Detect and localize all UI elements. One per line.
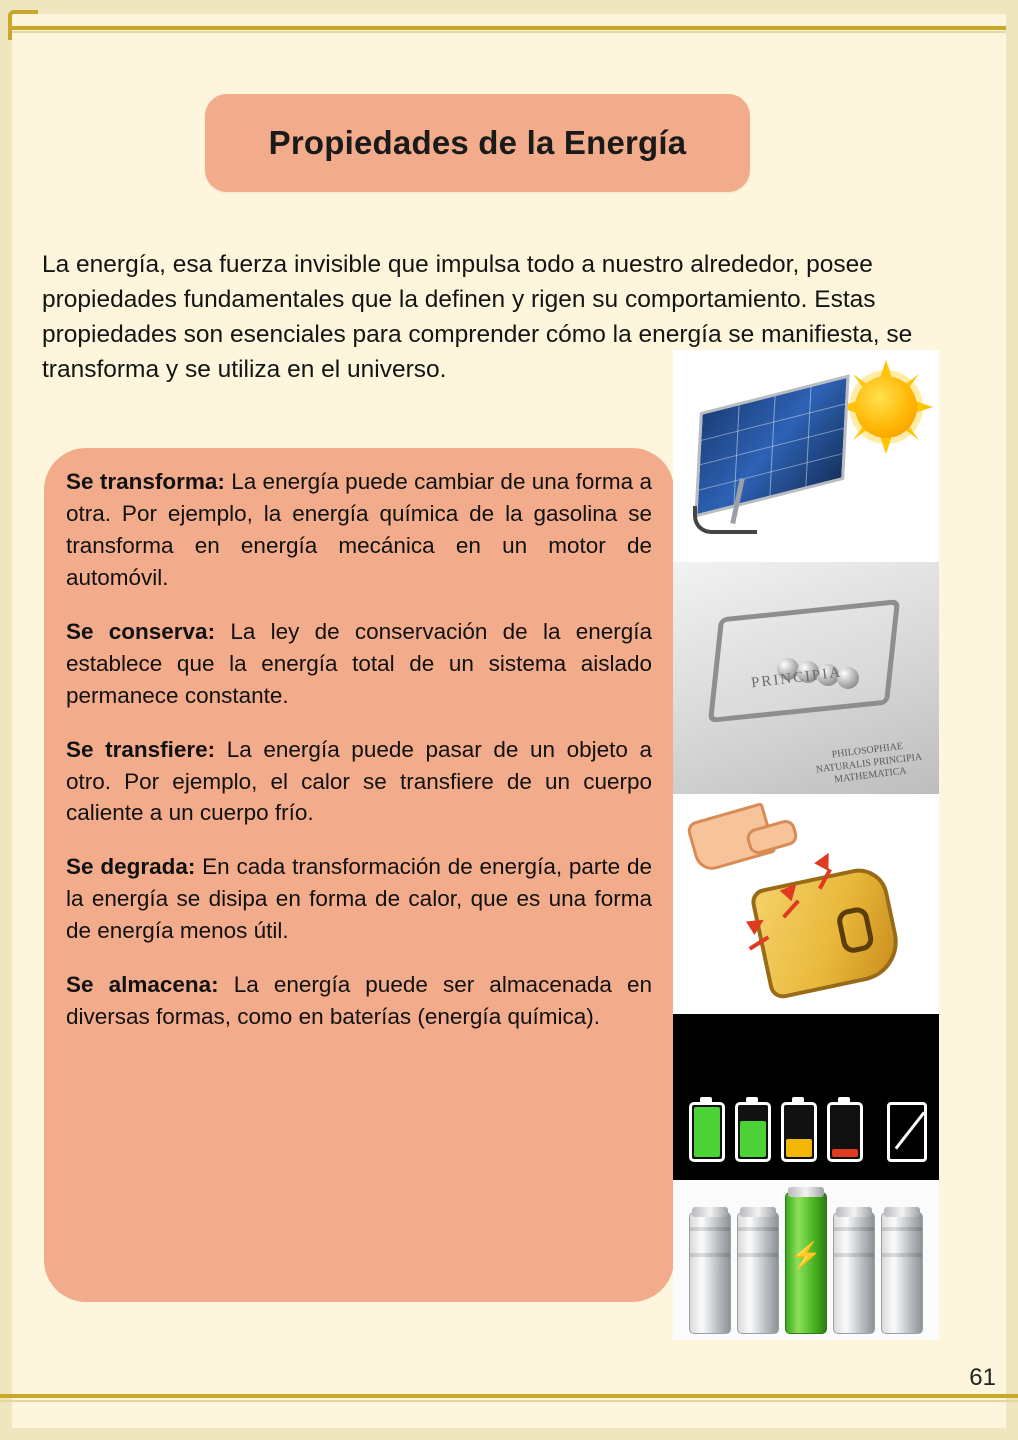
battery-cell	[881, 1212, 923, 1334]
property-term: Se almacena:	[66, 972, 219, 998]
property-text: En cada transformación de energía, parte de la energía se disipa en forma de calor, que es una forma de energía menos útil.	[66, 854, 653, 944]
property-item	[66, 466, 652, 594]
battery-cell	[737, 1212, 779, 1334]
heat-transfer-image	[673, 794, 939, 1014]
property-term: Se transfiere:	[66, 736, 216, 762]
properties-panel	[44, 448, 674, 1302]
property-item	[66, 734, 652, 830]
battery-high	[735, 1102, 771, 1162]
property-term: Se transforma:	[66, 469, 225, 494]
battery-low	[827, 1102, 863, 1162]
property-text: La energía puede ser almacenada en diversas formas, como en baterías (energía química).	[66, 972, 653, 1030]
property-term: Se degrada:	[66, 854, 196, 880]
battery-charge-levels-image	[673, 1014, 939, 1180]
property-item	[66, 851, 652, 947]
page-title-banner	[205, 94, 750, 192]
page-border-top	[0, 0, 1018, 14]
battery-medium	[781, 1102, 817, 1162]
solar-panel-graphic	[694, 374, 849, 517]
page-title: Propiedades de la Energía	[268, 124, 687, 161]
battery-cell	[833, 1212, 875, 1334]
battery-cell	[689, 1212, 731, 1334]
solar-panel-cable	[693, 506, 757, 534]
heat-arrow-head	[814, 849, 836, 871]
property-term: Se conserva:	[66, 618, 216, 644]
hot-object-graphic	[749, 863, 905, 1001]
sun-icon	[855, 376, 917, 438]
battery-empty	[887, 1102, 927, 1162]
page-border-bottom	[0, 1428, 1018, 1440]
page-border-bottom-rule-thin	[0, 1400, 1018, 1402]
property-text: La energía puede pasar de un objeto a otro. Por ejemplo, el calor se transfiere de un cuerpo caliente a un cuerpo frío.	[66, 736, 653, 826]
page-border-top-rule	[0, 26, 1018, 30]
cradle-book-caption: PHILOSOPHIAE NATURALIS PRINCIPIA MATHEMATICA	[815, 740, 923, 785]
cradle-book-title: PRINCIPIA	[750, 664, 843, 692]
battery-cells-image	[673, 1180, 939, 1340]
property-text: La energía puede cambiar de una forma a otra. Por ejemplo, la energía química de la gasolina se transforma en energía mecánica en un motor de automóvil.	[66, 469, 652, 590]
page-border-left	[0, 0, 12, 1440]
page-border-bottom-rule	[0, 1394, 1018, 1398]
illustration-column	[673, 350, 939, 1340]
property-item	[66, 616, 652, 712]
page-number: 61	[969, 1364, 996, 1391]
intro-paragraph: La energía, esa fuerza invisible que impulsa todo a nuestro alrededor, posee propiedades fundamentales que la definen y rigen su comportamiento. Estas propiedades son esenciales para comprender cómo la energía se manifiesta, se transforma y se utiliza en el universo.	[42, 250, 913, 384]
page-border-right	[1006, 0, 1018, 1440]
property-item	[66, 969, 652, 1033]
newtons-cradle-image	[673, 562, 939, 794]
solar-panel-image	[673, 350, 939, 562]
battery-full	[689, 1102, 725, 1162]
property-text: La ley de conservación de la energía establece que la energía total de un sistema aislado permanece constante.	[66, 618, 653, 708]
page-border-top-rule-thin	[0, 31, 1018, 33]
page-corner-ornament	[8, 10, 38, 40]
battery-cell-charged: ⚡	[785, 1192, 827, 1334]
